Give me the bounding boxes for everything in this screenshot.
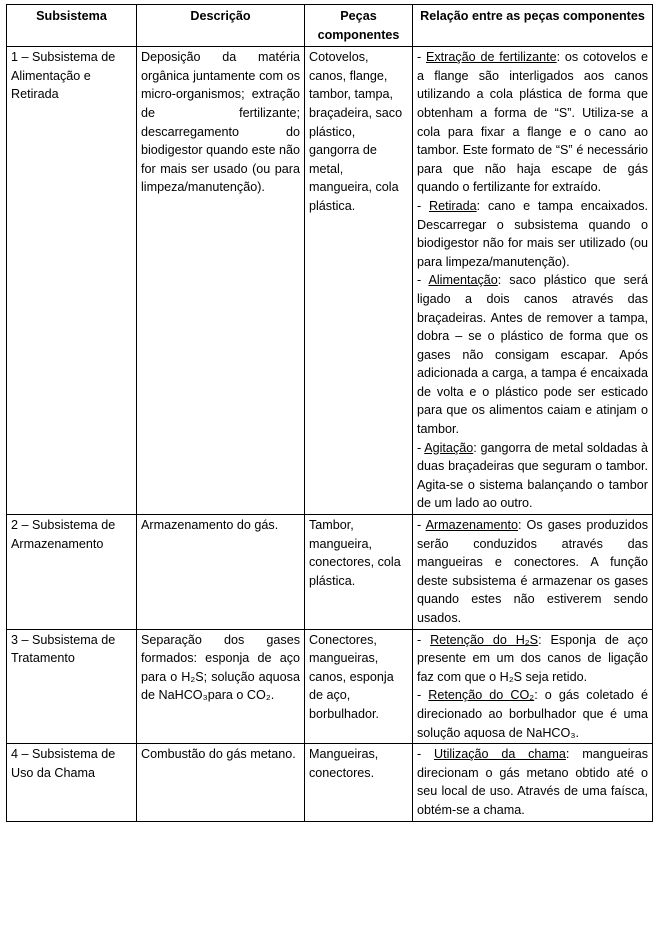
cell-descricao: Separação dos gases formados: esponja de aço para o H₂S; solução aquosa de NaHCO₃para o CO₂. <box>137 629 305 744</box>
cell-pecas: Cotovelos, canos, flange, tambor, tampa, braçadeira, saco plástico, gangorra de metal, mangueira, cola plástica. <box>305 47 413 515</box>
table-header-row <box>7 5 653 47</box>
cell-subsistema: 4 – Subsistema de Uso da Chama <box>7 744 137 821</box>
relation-item <box>417 48 648 197</box>
relation-term: Armazenamento <box>425 518 518 533</box>
cell-pecas: Conectores, mangueiras, canos, esponja de aço, borbulhador. <box>305 629 413 744</box>
cell-relacao <box>413 47 653 515</box>
relation-term: Alimentação <box>428 273 498 288</box>
relation-text: : gangorra de metal soldadas à duas braçadeiras que seguram o tambor. Agita-se o sistema balançando o tambor de um lado ao outro. <box>417 440 648 511</box>
relation-prefix: - <box>417 632 431 647</box>
relation-prefix: - <box>417 518 426 533</box>
relation-item <box>417 516 648 628</box>
relation-text: : mangueiras direcionam o gás metano obtido até o seu local de uso. Através de uma faísca, obtém-se a chama. <box>417 747 648 817</box>
table-row <box>7 47 653 515</box>
relation-term: Extração de fertilizante <box>425 50 557 65</box>
relation-item <box>417 631 648 687</box>
relation-term: Retenção do H₂S <box>430 632 539 647</box>
relation-item <box>417 439 648 513</box>
relation-prefix: - <box>417 688 429 703</box>
relation-term: Utilização da chama <box>433 747 566 762</box>
subsystems-table <box>6 4 653 822</box>
cell-subsistema: 3 – Subsistema de Tratamento <box>7 629 137 744</box>
relation-term: Agitação <box>424 440 474 455</box>
header-relacao: Relação entre as peças componentes <box>413 5 653 47</box>
table-row <box>7 629 653 744</box>
cell-subsistema: 1 – Subsistema de Alimentação e Retirada <box>7 47 137 515</box>
cell-descricao: Armazenamento do gás. <box>137 515 305 630</box>
cell-subsistema: 2 – Subsistema de Armazenamento <box>7 515 137 630</box>
relation-term: Retirada <box>429 198 477 213</box>
cell-pecas: Tambor, mangueira, conectores, cola plástica. <box>305 515 413 630</box>
relation-item <box>417 197 648 271</box>
cell-pecas: Mangueiras, conectores. <box>305 744 413 821</box>
relation-prefix: - <box>417 747 434 762</box>
relation-text: : Esponja de aço presente em um dos canos de ligação faz com que o H₂S seja retido. <box>417 632 648 684</box>
relation-prefix: - <box>417 198 430 213</box>
relation-item <box>417 271 648 438</box>
table-row <box>7 744 653 821</box>
relation-text: : os cotovelos e a flange são interligados aos canos utilizando a cola plástica de forma que obtenham a forma de “S”. Utiliza-se a cola para fixar a flange e o cano ao tambor. Este formato de “S” é necessário para que não haja escape de gás quando o fertilizante for extraído. <box>417 50 648 195</box>
table-row <box>7 515 653 630</box>
header-pecas: Peças componentes <box>305 5 413 47</box>
relation-text: : saco plástico que será ligado a dois canos através das braçadeiras. Antes de remover a tampa, dobra – se o plástico de forma que os gases não consigam escapar. Após adicionada a carga, a tampa é encaixada de volta e o plástico pode ser esticado para que os alimentos caiam e atinjam o tambor. <box>417 273 649 437</box>
relation-text: : cano e tampa encaixados. Descarregar o subsistema quando o biodigestor não for mais ser utilizado (ou para limpeza/manutenção). <box>417 198 648 269</box>
cell-relacao <box>413 515 653 630</box>
relation-prefix: - <box>417 273 429 288</box>
cell-relacao <box>413 629 653 744</box>
cell-relacao <box>413 744 653 821</box>
header-descricao: Descrição <box>137 5 305 47</box>
relation-item <box>417 745 648 819</box>
cell-descricao: Deposição da matéria orgânica juntamente com os micro-organismos; extração de fertilizante; descarregamento do biodigestor quando este não for mais ser usado (ou para limpeza/manutenção). <box>137 47 305 515</box>
relation-text: : o gás coletado é direcionado ao borbulhador que é uma solução aquosa de NaHCO₃. <box>417 688 648 740</box>
relation-prefix: - <box>417 440 425 455</box>
cell-descricao: Combustão do gás metano. <box>137 744 305 821</box>
relation-item <box>417 686 648 742</box>
relation-term: Retenção do CO₂ <box>428 688 535 703</box>
header-subsistema: Subsistema <box>7 5 137 47</box>
relation-prefix: - <box>417 50 426 65</box>
relation-text: : Os gases produzidos serão conduzidos através das mangueiras e conectores. A função deste subsistema é armazenar os gases quando estes não estiverem sendo usados. <box>417 518 648 625</box>
